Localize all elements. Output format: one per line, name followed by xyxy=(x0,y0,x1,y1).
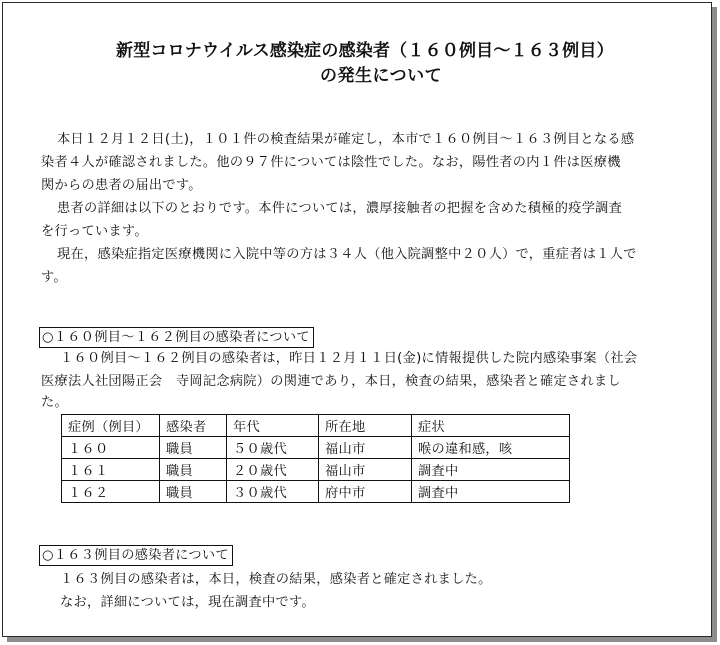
document-title-line2: の発生について xyxy=(320,66,443,86)
intro-paragraph-3-line-2: す。 xyxy=(41,270,67,285)
column-header-infected: 感染者 xyxy=(160,415,227,437)
section1-text-line-1: １６０例目～１６２例目の感染者は，昨日１２月１１日(金)に情報提供した院内感染事案（社会 xyxy=(60,351,638,366)
cell-symptoms: 調査中 xyxy=(412,459,570,481)
cell-location: 福山市 xyxy=(319,437,412,459)
section2-text-line-1: １６３例目の感染者は，本日，検査の結果，感染者と確定されました。 xyxy=(60,572,492,587)
table-row xyxy=(62,459,570,481)
cell-age: ２０歳代 xyxy=(227,459,319,481)
intro-paragraph-1-line-3: 関からの患者の届出です。 xyxy=(41,178,202,193)
cell-case-number: １６０ xyxy=(62,437,160,459)
table-row xyxy=(62,481,570,503)
cell-case-number: １６１ xyxy=(62,459,160,481)
column-header-symptoms: 症状 xyxy=(412,415,570,437)
intro-paragraph-3-line-1: 現在，感染症指定医療機関に入院中等の方は３４人（他入院調整中２０人）で，重症者は１人で xyxy=(57,247,637,262)
table-header-row xyxy=(62,415,570,437)
cell-location: 府中市 xyxy=(319,481,412,503)
cell-infected: 職員 xyxy=(160,459,227,481)
intro-paragraph-2-line-1: 患者の詳細は以下のとおりです。本件については，濃厚接触者の把握を含めた積極的疫学調査 xyxy=(57,201,623,216)
intro-paragraph-2-line-2: を行っています。 xyxy=(41,224,148,239)
cell-location: 福山市 xyxy=(319,459,412,481)
section1-text-line-2: 医療法人社団陽正会 寺岡記念病院）の関連であり，本日，検査の結果，感染者と確定されまし xyxy=(41,374,621,389)
cell-case-number: １６２ xyxy=(62,481,160,503)
cell-symptoms: 喉の違和感，咳 xyxy=(412,437,570,459)
intro-paragraph-1-line-2: 染者４人が確認されました。他の９７件については陰性でした。なお，陽性者の内１件は医療機 xyxy=(41,155,621,170)
section-heading-case-163: ○１６３例目の感染者について xyxy=(39,545,233,566)
section2-text-line-2: なお，詳細については，現在調査中です。 xyxy=(60,595,315,610)
cell-age: ５０歳代 xyxy=(227,437,319,459)
cell-infected: 職員 xyxy=(160,437,227,459)
column-header-location: 所在地 xyxy=(319,415,412,437)
column-header-case-number: 症例（例目） xyxy=(62,415,160,437)
table-row xyxy=(62,437,570,459)
case-table xyxy=(61,414,570,503)
section-heading-cases-160-162: ○１６０例目～１６２例目の感染者について xyxy=(39,327,314,348)
intro-paragraph-1-line-1: 本日１２月１２日(土)，１０１件の検査結果が確定し，本市で１６０例目～１６３例目となる感 xyxy=(57,132,635,147)
document-title: 新型コロナウイルス感染症の感染者（１６０例目～１６３例目） xyxy=(116,41,614,61)
section1-text-line-3: た。 xyxy=(41,395,68,410)
cell-infected: 職員 xyxy=(160,481,227,503)
document-page xyxy=(2,2,712,637)
cell-age: ３０歳代 xyxy=(227,481,319,503)
column-header-age: 年代 xyxy=(227,415,319,437)
cell-symptoms: 調査中 xyxy=(412,481,570,503)
